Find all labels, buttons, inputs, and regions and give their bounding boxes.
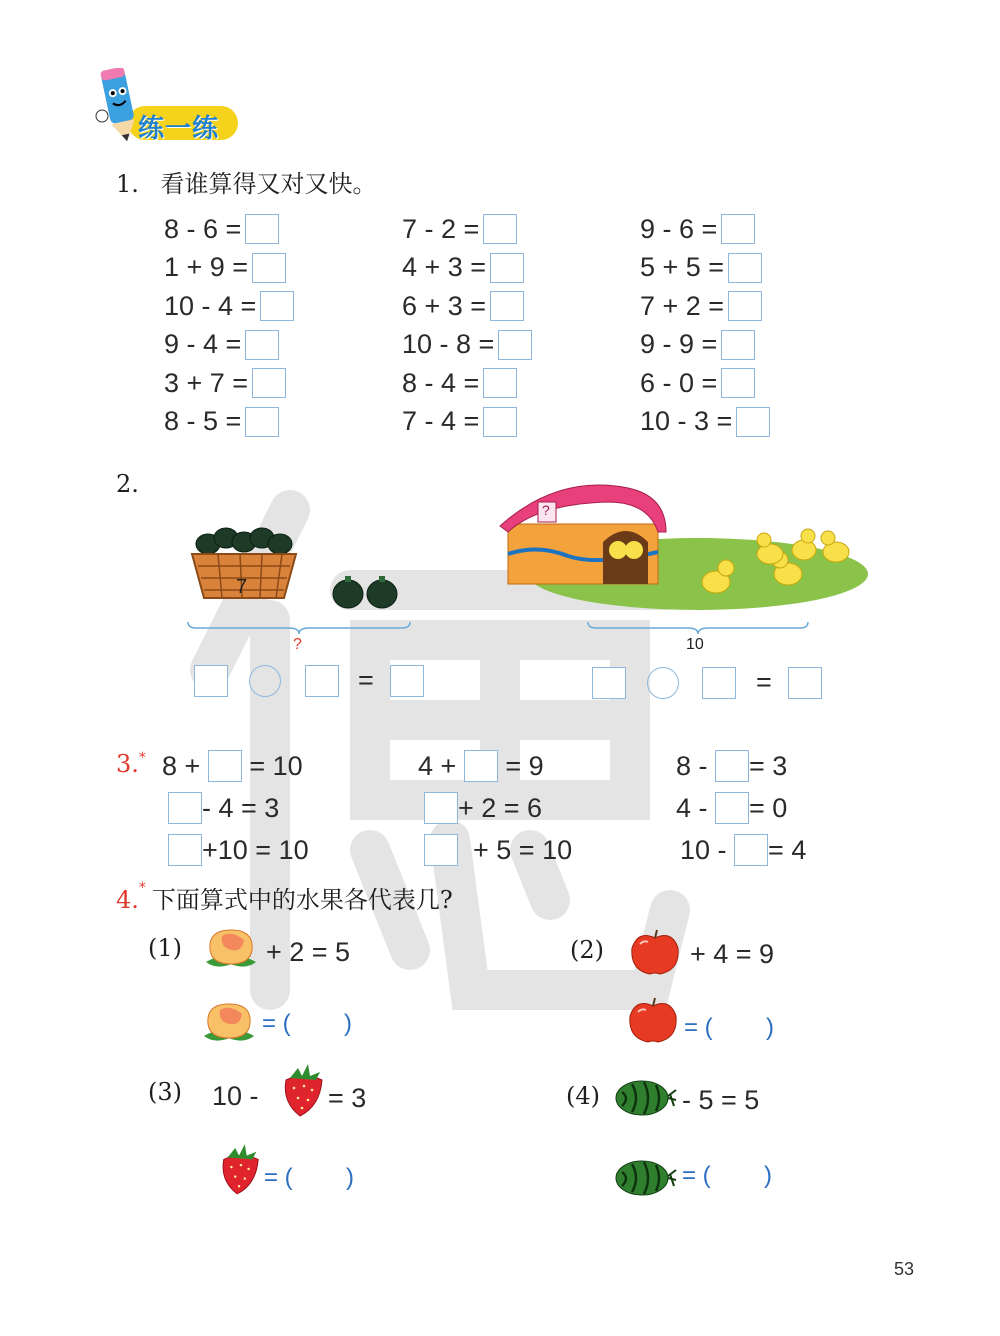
q1-expression: 5 + 5 =: [640, 252, 725, 282]
q3-number-wrap: [116, 750, 146, 778]
q3-item-3: [676, 750, 787, 782]
peach-answer-icon: [200, 1000, 258, 1044]
q2-right-box-2[interactable]: [702, 667, 736, 699]
q1-answer-box[interactable]: [245, 407, 279, 437]
q3-item-8: [424, 834, 572, 866]
q1-equation-5-3: [640, 367, 755, 399]
q2-left-box-1[interactable]: [194, 665, 228, 697]
q3-item-9-prefix: 10 -: [680, 834, 727, 865]
q2-left-result-box[interactable]: [390, 665, 424, 697]
q1-equation-5-2: [402, 367, 517, 399]
q4-part-1-answer[interactable]: = ( ): [262, 1010, 353, 1037]
q3-item-2-prefix: 4 +: [418, 750, 457, 781]
q4-heading: [116, 880, 453, 915]
q1-answer-box[interactable]: [483, 214, 517, 244]
q1-answer-box[interactable]: [728, 291, 762, 321]
q2-left-box-2[interactable]: [305, 665, 339, 697]
q3-item-4-suffix: - 4 = 3: [202, 792, 280, 823]
q4-part-3-label: (3): [148, 1078, 182, 1106]
q1-expression: 4 + 3 =: [402, 252, 487, 282]
basket-count: 7: [236, 576, 248, 598]
q1-expression: 8 - 5 =: [164, 406, 242, 436]
q1-equation-6-1: [164, 406, 279, 438]
q1-answer-box[interactable]: [260, 291, 294, 321]
q1-expression: 8 - 6 =: [164, 213, 242, 244]
q1-number: 1.: [116, 170, 139, 198]
section-badge-label: 练一练: [138, 114, 220, 144]
q1-expression: 9 - 4 =: [164, 329, 242, 359]
q3-item-5: [424, 792, 542, 824]
q3-item-8-suffix: + 5 = 10: [473, 834, 573, 865]
q3-item-4: [168, 792, 279, 824]
q1-expression: 6 + 3 =: [402, 290, 487, 321]
q1-equation-6-2: [402, 406, 517, 438]
q3-item-1-suffix: = 10: [249, 750, 303, 781]
q1-equation-2-3: [640, 252, 762, 284]
q1-answer-box[interactable]: [490, 291, 524, 321]
q1-expression: 3 + 7 =: [164, 367, 249, 398]
q3-item-1: [162, 750, 303, 782]
q2-right-result-box[interactable]: [788, 667, 822, 699]
q1-expression: 9 - 6 =: [640, 213, 718, 244]
q1-expression: 10 - 8 =: [402, 329, 495, 359]
q3-item-2-suffix: = 9: [505, 750, 544, 781]
q1-expression: 7 - 4 =: [402, 406, 480, 436]
q4-part-2-answer[interactable]: = ( ): [684, 1014, 775, 1041]
strawberry-icon: [280, 1062, 326, 1118]
q4-part-4-label: (4): [566, 1082, 600, 1110]
q1-equation-3-1: [164, 290, 294, 322]
q3-item-9-box[interactable]: [734, 834, 768, 866]
q4-part-2-label: (2): [570, 936, 604, 964]
q1-equation-1-3: [640, 213, 755, 245]
q3-item-1-prefix: 8 +: [162, 750, 201, 781]
q3-item-3-box[interactable]: [715, 750, 749, 782]
q4-title: 下面算式中的水果各代表几?: [151, 886, 453, 914]
q3-item-2-box[interactable]: [464, 750, 498, 782]
q1-equation-2-2: [402, 252, 524, 284]
q1-expression: 1 + 9 =: [164, 252, 249, 282]
left-total-label: ?: [293, 636, 302, 653]
q3-number: 3.: [116, 750, 139, 778]
q3-item-7-box[interactable]: [168, 834, 202, 866]
q4-part-2-expr: + 4 = 9: [690, 938, 775, 969]
page-number: 53: [893, 1259, 914, 1279]
strawberry-answer-icon: [218, 1142, 262, 1196]
watermelon-icon: [614, 1078, 678, 1118]
q1-equation-1-1: [164, 213, 279, 245]
q1-expression: 10 - 3 =: [640, 406, 733, 436]
q3-item-6-suffix: = 0: [749, 792, 788, 823]
watermelon-answer-icon: [614, 1158, 678, 1198]
q4-part-1-expr: + 2 = 5: [266, 936, 351, 967]
q4-part-3-expr: = 3: [328, 1082, 367, 1113]
q3-item-4-box[interactable]: [168, 792, 202, 824]
q3-item-5-box[interactable]: [424, 792, 458, 824]
q3-item-6: [676, 792, 787, 824]
q1-expression: 9 - 9 =: [640, 329, 718, 359]
q1-equation-4-1: [164, 329, 279, 361]
q1-equation-6-3: [640, 406, 770, 438]
q4-part-3-answer[interactable]: = ( ): [264, 1164, 355, 1191]
q3-item-8-box[interactable]: [424, 834, 458, 866]
q1-answer-box[interactable]: [721, 330, 755, 360]
q1-equation-4-2: [402, 329, 532, 361]
apple-answer-icon: [626, 996, 680, 1044]
q4-part-4-answer[interactable]: = ( ): [682, 1162, 773, 1189]
q3-item-9: [680, 834, 806, 866]
q1-equation-2-1: [164, 252, 286, 284]
house-label: ?: [542, 502, 550, 518]
q1-heading: [116, 164, 377, 199]
q4-part-3-prefix: 10 -: [212, 1080, 259, 1111]
q1-equation-3-3: [640, 290, 762, 322]
q1-expression: 7 + 2 =: [640, 290, 725, 321]
peppers-icon: [330, 574, 402, 610]
q1-answer-box[interactable]: [736, 407, 770, 437]
q3-item-6-box[interactable]: [715, 792, 749, 824]
q2-left-equals: =: [358, 664, 374, 695]
q1-answer-box[interactable]: [252, 253, 286, 283]
q1-answer-box[interactable]: [721, 368, 755, 398]
q3-item-9-suffix: = 4: [768, 834, 807, 865]
q3-item-3-suffix: = 3: [749, 750, 788, 781]
q1-answer-box[interactable]: [728, 253, 762, 283]
q2-right-box-1[interactable]: [592, 667, 626, 699]
q1-answer-box[interactable]: [483, 368, 517, 398]
q1-equation-5-1: [164, 367, 286, 399]
q3-item-7: [168, 834, 309, 866]
q4-part-4-expr: - 5 = 5: [682, 1084, 760, 1115]
q1-expression: 8 - 4 =: [402, 367, 480, 398]
q3-item-7-suffix: +10 = 10: [202, 834, 309, 865]
q1-answer-box[interactable]: [498, 330, 532, 360]
right-total-label: 10: [686, 636, 704, 653]
q2-right-operator-circle[interactable]: [647, 667, 679, 699]
q4-part-1-label: (1): [148, 934, 182, 962]
q4-star: *: [138, 880, 146, 896]
q2-left-operator-circle[interactable]: [249, 665, 281, 697]
q1-expression: 6 - 0 =: [640, 367, 718, 398]
q1-equation-4-3: [640, 329, 755, 361]
q2-right-equals: =: [756, 666, 772, 697]
q3-item-2: [418, 750, 544, 782]
q3-item-5-suffix: + 2 = 6: [458, 792, 543, 823]
apple-icon: [628, 928, 682, 976]
q1-answer-box[interactable]: [490, 253, 524, 283]
q1-equation-3-2: [402, 290, 524, 322]
q3-item-1-box[interactable]: [208, 750, 242, 782]
right-brace: [586, 620, 810, 636]
q2-number: 2.: [116, 470, 139, 498]
chick-house-scene: [498, 474, 868, 610]
q1-expression: 10 - 4 =: [164, 290, 257, 321]
q1-answer-box[interactable]: [483, 407, 517, 437]
q1-answer-box[interactable]: [252, 368, 286, 398]
q3-item-3-prefix: 8 -: [676, 750, 708, 781]
q3-item-6-prefix: 4 -: [676, 792, 708, 823]
q1-answer-box[interactable]: [245, 330, 279, 360]
q1-title: 看谁算得又对又快。: [160, 170, 377, 198]
q1-answer-box[interactable]: [721, 214, 755, 244]
q3-star: *: [138, 750, 146, 766]
q1-answer-box[interactable]: [245, 214, 279, 244]
q1-expression: 7 - 2 =: [402, 213, 480, 244]
q1-equation-1-2: [402, 213, 517, 245]
peach-icon: [202, 926, 260, 970]
q4-number: 4.: [116, 886, 139, 914]
left-brace: [186, 620, 412, 636]
